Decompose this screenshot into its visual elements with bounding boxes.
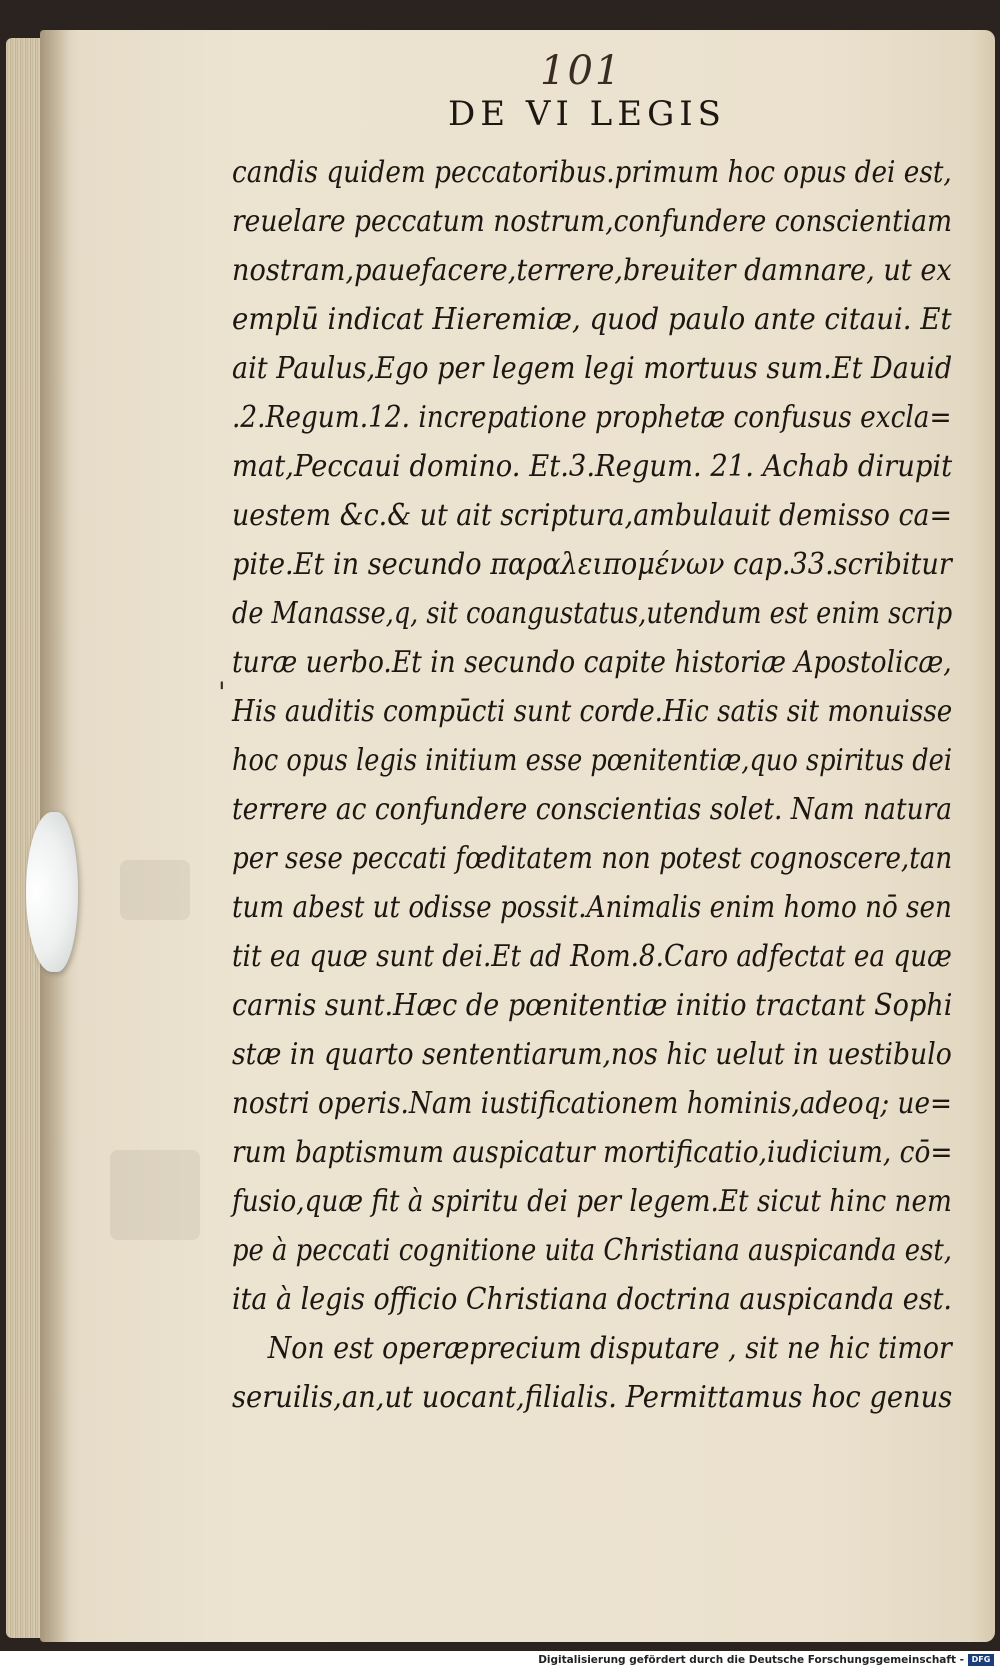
text-line: seruilis,an,ut uocant,filialis. Permittamus hoc genus [232, 1380, 953, 1415]
text-line: turæ uerbo.Et in secundo capite historiæ Apostolicæ, [232, 645, 952, 680]
text-line: per sese peccati fœditatem non potest cognoscere,tan [232, 841, 953, 876]
footer-bar [0, 1651, 1000, 1669]
funding-credit: Digitalisierung gefördert durch die Deutsche Forschungsgemeinschaft - [538, 1654, 964, 1666]
text-line: carnis sunt.Hæc de pœnitentiæ initio tractant Sophi [232, 988, 953, 1023]
text-block [232, 148, 952, 1422]
bleed-through-mark [120, 860, 190, 920]
running-head: DE VI LEGIS [448, 94, 726, 134]
page-clip [26, 812, 78, 972]
dfg-logo: DFG [968, 1654, 994, 1666]
text-line: .2.Regum.12. increpatione prophetæ confusus excla= [232, 400, 952, 435]
text-line: stæ in quarto sententiarum,nos hic uelut in uestibulo [232, 1037, 952, 1072]
text-line: fusio,quæ fit à spiritu dei per legem.Et sicut hinc nem [232, 1184, 952, 1219]
text-line: tum abest ut odisse possit.Animalis enim homo nō sen [232, 890, 952, 925]
text-line: uestem &c.& ut ait scriptura,ambulauit demisso ca= [232, 498, 953, 533]
text-line: de Manasse,q, sit coangustatus,utendum est enim scrip [232, 596, 953, 631]
text-line: mat,Peccaui domino. Et.3.Regum. 21. Achab dirupit [232, 449, 953, 484]
text-line: terrere ac confundere conscientias solet. Nam natura [232, 792, 953, 827]
text-line: pite.Et in secundo παραλειπομένων cap.33.scribitur [232, 547, 952, 582]
bleed-through-mark [110, 1150, 200, 1240]
text-line: candis quidem peccatoribus.primum hoc opus dei est, [232, 155, 952, 190]
text-line: ait Paulus,Ego per legem legi mortuus sum.Et Dauid [232, 351, 953, 386]
text-line: pe à peccati cognitione uita Christiana auspicanda est, [232, 1233, 952, 1268]
text-line: His auditis compūcti sunt corde.Hic satis sit monuisse [232, 694, 953, 729]
text-line: Non est operæprecium disputare , sit ne hic timor [267, 1331, 952, 1366]
text-line: ita à legis officio Christiana doctrina auspicanda est. [232, 1282, 952, 1317]
folio-number: 101 [540, 48, 623, 94]
text-line: emplū indicat Hieremiæ, quod paulo ante citaui. Et [232, 302, 952, 337]
text-line: reuelare peccatum nostrum,confundere conscientiam [232, 204, 953, 239]
text-line: tit ea quæ sunt dei.Et ad Rom.8.Caro adfectat ea quæ [232, 939, 952, 974]
text-line: rum baptismum auspicatur mortificatio,iudicium, cō= [232, 1135, 953, 1170]
text-line: nostram,pauefacere,terrere,breuiter damnare, ut ex [232, 253, 952, 288]
text-line: hoc opus legis initium esse pœnitentiæ,quo spiritus dei [232, 743, 953, 778]
text-line: nostri operis.Nam iustificationem hominis,adeoq; ue= [232, 1086, 952, 1121]
margin-mark: ' [218, 676, 226, 709]
